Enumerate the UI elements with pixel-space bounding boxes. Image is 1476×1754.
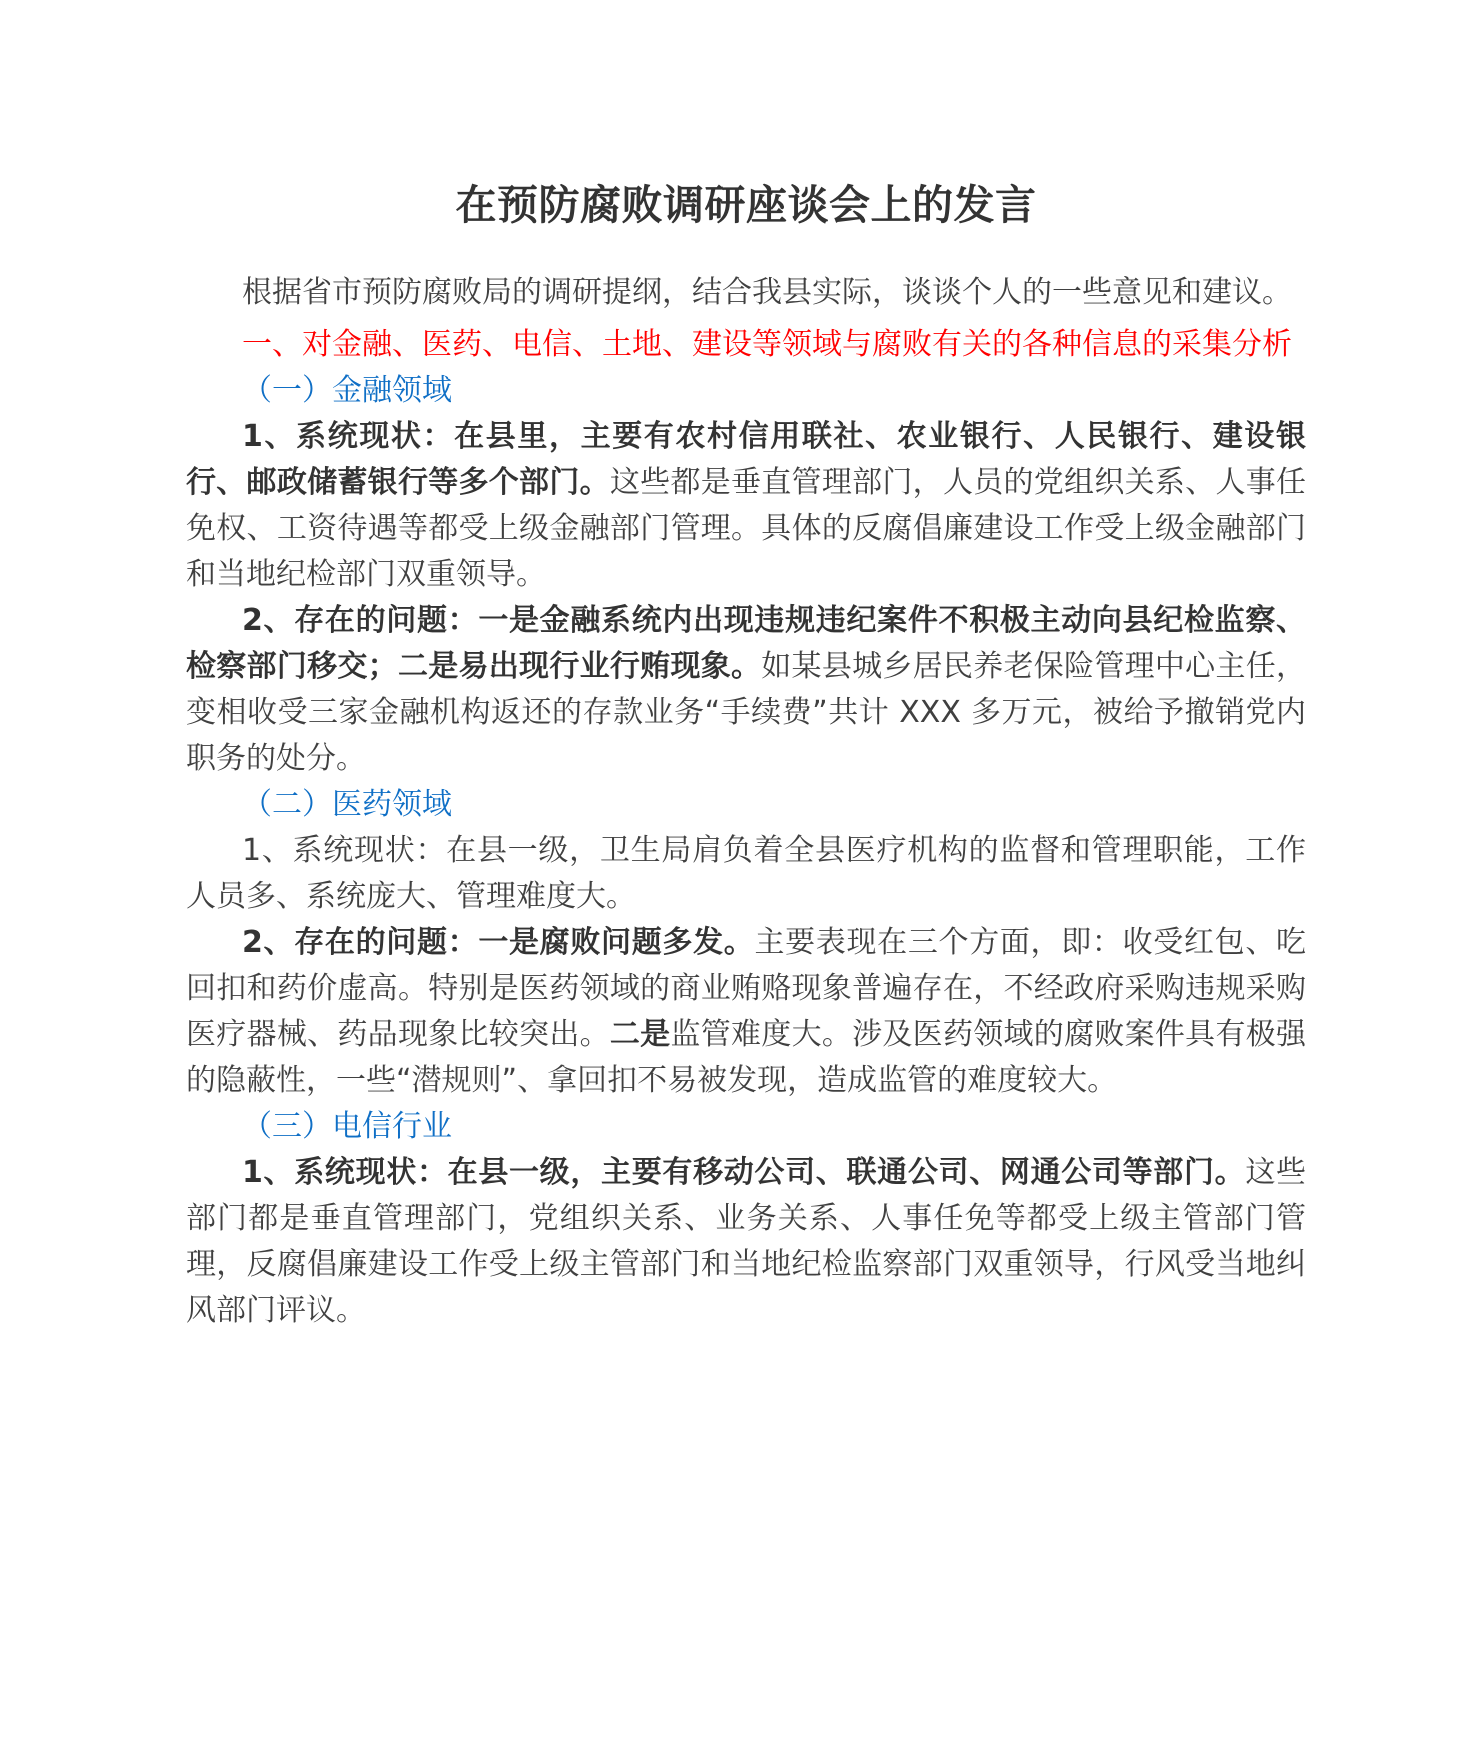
finance-p2-bold: 2、存在的问题：一是金融系统内出现违规违纪案件不积极主动向县纪检监察、检察部门移交；二是易出现行业行贿现象。 bbox=[186, 603, 1306, 684]
finance-p1-bold: 1、系统现状：在县里，主要有农村信用联社、农业银行、人民银行、建设银行、邮政储蓄银行等多个部门。 bbox=[186, 419, 1306, 500]
telecom-p1-bold: 1、系统现状：在县一级，主要有移动公司、联通公司、网通公司等部门。 bbox=[242, 1155, 1246, 1190]
finance-p1-text: 这些都是垂直管理部门，人员的党组织关系、人事任免权、工资待遇等都受上级金融部门管理。具体的反腐倡廉建设工作受上级金融部门和当地纪检部门双重领导。 bbox=[186, 465, 1307, 592]
medicine-p2-text: 主要表现在三个方面，即：收受红包、吃回扣和药价虚高。特别是医药领域的商业贿赂现象普遍存在，不经政府采购违规采购医疗器械、药品现象比较突出。 bbox=[186, 925, 1306, 1052]
subsection-heading-finance: （一）金融领域 bbox=[242, 373, 452, 408]
medicine-p2-bold: 2、存在的问题：一是腐败问题多发。 bbox=[242, 925, 755, 960]
intro-paragraph: 根据省市预防腐败局的调研提纲，结合我县实际，谈谈个人的一些意见和建议。 bbox=[242, 275, 1292, 310]
telecom-p1-text: 这些部门都是垂直管理部门，党组织关系、业务关系、人事任免等都受上级主管部门管理，反腐倡廉建设工作受上级主管部门和当地纪检监察部门双重领导，行风受当地纠风部门评议。 bbox=[186, 1155, 1307, 1328]
medicine-paragraph-1: 1、系统现状：在县一级，卫生局肩负着全县医疗机构的监督和管理职能，工作人员多、系统庞大、管理难度大。 bbox=[186, 833, 1306, 914]
finance-p2-text: 如某县城乡居民养老保险管理中心主任，变相收受三家金融机构返还的存款业务“手续费”共计 XXX 多万元，被给予撤销党内职务的处分。 bbox=[186, 649, 1307, 776]
subsection-heading-telecom: （三）电信行业 bbox=[242, 1109, 452, 1144]
telecom-paragraph-1 bbox=[186, 1150, 1306, 1334]
finance-paragraph-2 bbox=[186, 598, 1306, 782]
medicine-p2-text-2: 监管难度大。涉及医药领域的腐败案件具有极强的隐蔽性，一些“潜规则”、拿回扣不易被发现，造成监管的难度较大。 bbox=[186, 1017, 1307, 1098]
section-heading-1: 一、对金融、医药、电信、土地、建设等领域与腐败有关的各种信息的采集分析 bbox=[242, 327, 1292, 362]
document-page bbox=[186, 170, 1306, 1334]
document-title: 在预防腐败调研座谈会上的发言 bbox=[455, 181, 1037, 229]
medicine-p2-bold-2: 二是 bbox=[609, 1017, 671, 1052]
finance-paragraph-1 bbox=[186, 414, 1306, 598]
subsection-heading-medicine: （二）医药领域 bbox=[242, 787, 452, 822]
medicine-paragraph-2 bbox=[186, 920, 1306, 1104]
